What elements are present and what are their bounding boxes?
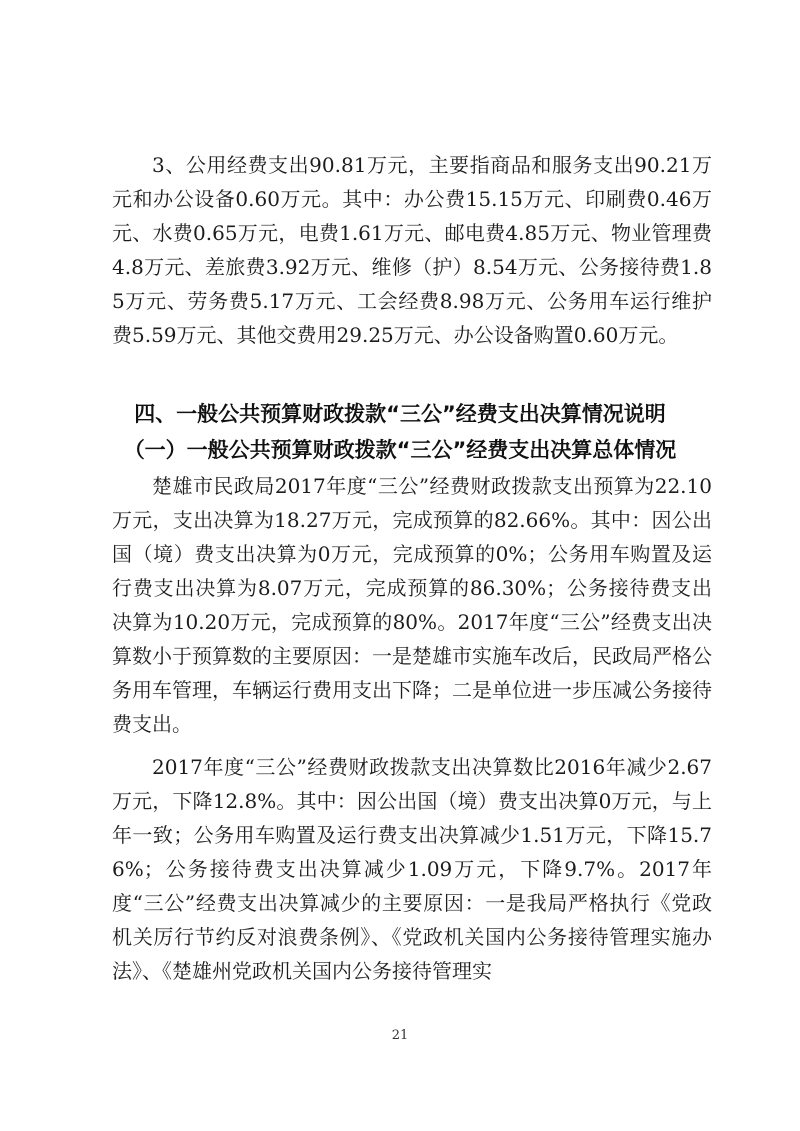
page-number: 21	[391, 1028, 409, 1043]
paragraph-year-comparison: 2017年度“三公”经费财政拨款支出决算数比2016年减少2.67万元，下降12.8%。其中：因公出国（境）费支出决算0万元，与上年一致；公务用车购置及运行费支出决算减少1.51万元，下降15.76%；公务接待费支出决算减少1.09万元，下降9.7%。2017年度“三公”经费支出决算减少的主要原因：一是我局严格执行《党政机关厉行节约反对浪费条例》、《党政机关国内公务接待管理实施办法》、《楚雄州党政机关国内公务接待管理实	[112, 755, 712, 983]
section-heading: 四、一般公共预算财政拨款“三公”经费支出决算情况说明	[134, 402, 666, 426]
paragraph-three-public-overview: 楚雄市民政局2017年度“三公”经费财政拨款支出预算为22.10万元，支出决算为18.27万元，完成预算的82.66%。其中：因公出国（境）费支出决算为0万元，完成预算的0%；公务用车购置及运行费支出决算为8.07万元，完成预算的86.30%；公务接待费支出决算为10.20万元，完成预算的80%。2017年度“三公”经费支出决算数小于预算数的主要原因：一是楚雄市实施车改后，民政局严格公务用车管理，车辆运行费用支出下降；二是单位进一步压减公务接待费支出。	[112, 474, 712, 736]
subsection-heading: （一）一般公共预算财政拨款“三公”经费支出决算总体情况	[123, 438, 677, 462]
paragraph-public-expenses: 3、公用经费支出90.81万元，主要指商品和服务支出90.21万元和办公设备0.60万元。其中：办公费15.15万元、印刷费0.46万元、水费0.65万元，电费1.61万元、邮电费4.85万元、物业管理费4.8万元、差旅费3.92万元、维修（护）8.54万元、公务接待费1.85万元、劳务费5.17万元、工会经费8.98万元、公务用车运行维护费5.59万元、其他交费用29.25万元、办公设备购置0.60万元。	[112, 153, 712, 347]
